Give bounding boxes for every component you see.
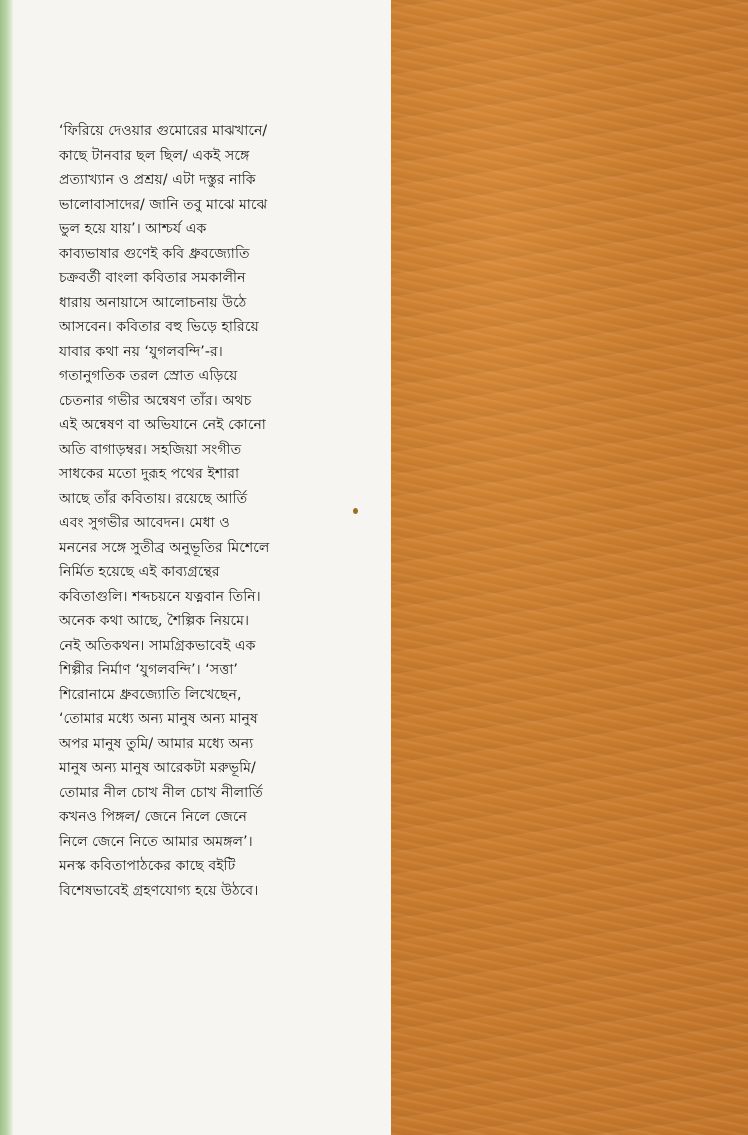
blurb-line: আছে তাঁর কবিতায়। রয়েছে আর্তি — [59, 490, 248, 507]
spine-strip — [0, 0, 13, 1135]
blurb-line: মানুষ অন্য মানুষ আরেকটা মরুভূমি/ — [59, 760, 256, 776]
blurb-line: গতানুগতিক তরল স্রোত এড়িয়ে — [59, 368, 238, 384]
blurb-line: আসবেন। কবিতার বহু ভিড়ে হারিয়ে — [59, 319, 259, 335]
blurb-line: ভুল হয়ে যায়’। আশ্চর্য এক — [59, 221, 207, 237]
blurb-line: নেই অতিকথন। সামগ্রিকভাবেই এক — [59, 637, 256, 654]
blurb-line: শিল্পীর নির্মাণ ‘যুগলবন্দি’। ‘সত্তা’ — [59, 662, 238, 678]
orange-panel — [391, 0, 748, 1135]
blurb-line: ধারায় অনায়াসে আলোচনায় উঠে — [59, 294, 247, 311]
blurb-line: বিশেষভাবেই গ্রহণযোগ্য হয়ে উঠবে। — [59, 882, 259, 899]
blurb-line: কখনও পিঙ্গল/ জেনে নিলে জেনে — [59, 809, 247, 825]
blurb-line: এই অন্বেষণ বা অভিযানে নেই কোনো — [59, 417, 266, 433]
blurb-line: ভালোবাসাদের/ জানি তবু মাঝে মাঝে — [59, 196, 268, 213]
blurb-line: সাধকের মতো দুরূহ পথের ইশারা — [59, 466, 240, 482]
blurb-line: শিরোনামে ধ্রুবজ্যোতি লিখেছেন, — [59, 686, 242, 703]
blurb-line: মনস্ক কবিতাপাঠকের কাছে বইটি — [59, 858, 236, 874]
blurb-line: চেতনার গভীর অন্বেষণ তাঁর। অথচ — [59, 392, 252, 409]
blurb-line: চক্রবর্তী বাংলা কবিতার সমকালীন — [59, 270, 246, 286]
blurb-line: ‘তোমার মধ্যে অন্য মানুষ অন্য মানুষ — [59, 711, 258, 727]
blurb-line: অনেক কথা আছে, শৈল্পিক নিয়মে। — [59, 613, 250, 629]
blurb-line: অপর মানুষ তুমি/ আমার মধ্যে অন্য — [59, 735, 254, 752]
blurb-line: অতি বাগাড়ম্বর। সহজিয়া সংগীত — [59, 441, 242, 458]
blurb-line: কবিতাগুলি। শব্দচয়নে যত্নবান তিনি। — [59, 588, 261, 605]
blurb-line: ‘ফিরিয়ে দেওয়ার গুমোরের মাঝখানে/ — [59, 123, 268, 139]
blurb-line: নিলে জেনে নিতে আমার অমঙ্গল’। — [59, 833, 253, 850]
blurb-line: কাছে টানবার ছল ছিল/ একই সঙ্গে — [59, 147, 250, 164]
blurb-line: কাব্যভাষার গুণেই কবি ধ্রুবজ্যোতি — [59, 245, 250, 262]
blurb-line: যাবার কথা নয় ‘যুগলবন্দি’-র। — [59, 343, 223, 360]
blurb-line: এবং সুগভীর আবেদন। মেধা ও — [59, 515, 230, 531]
blurb-line: তোমার নীল চোখ নীল চোখ নীলার্তি — [59, 784, 263, 801]
blurb-text — [59, 119, 359, 903]
blurb-line: মননের সঙ্গে সুতীব্র অনুভূতির মিশেলে — [59, 539, 270, 556]
blurb-line: প্রত্যাখ্যান ও প্রশ্রয়/ এটা দস্তুর নাকি — [59, 172, 256, 188]
blurb-line: নির্মিত হয়েছে এই কাব্যগ্রন্থের — [59, 564, 220, 580]
